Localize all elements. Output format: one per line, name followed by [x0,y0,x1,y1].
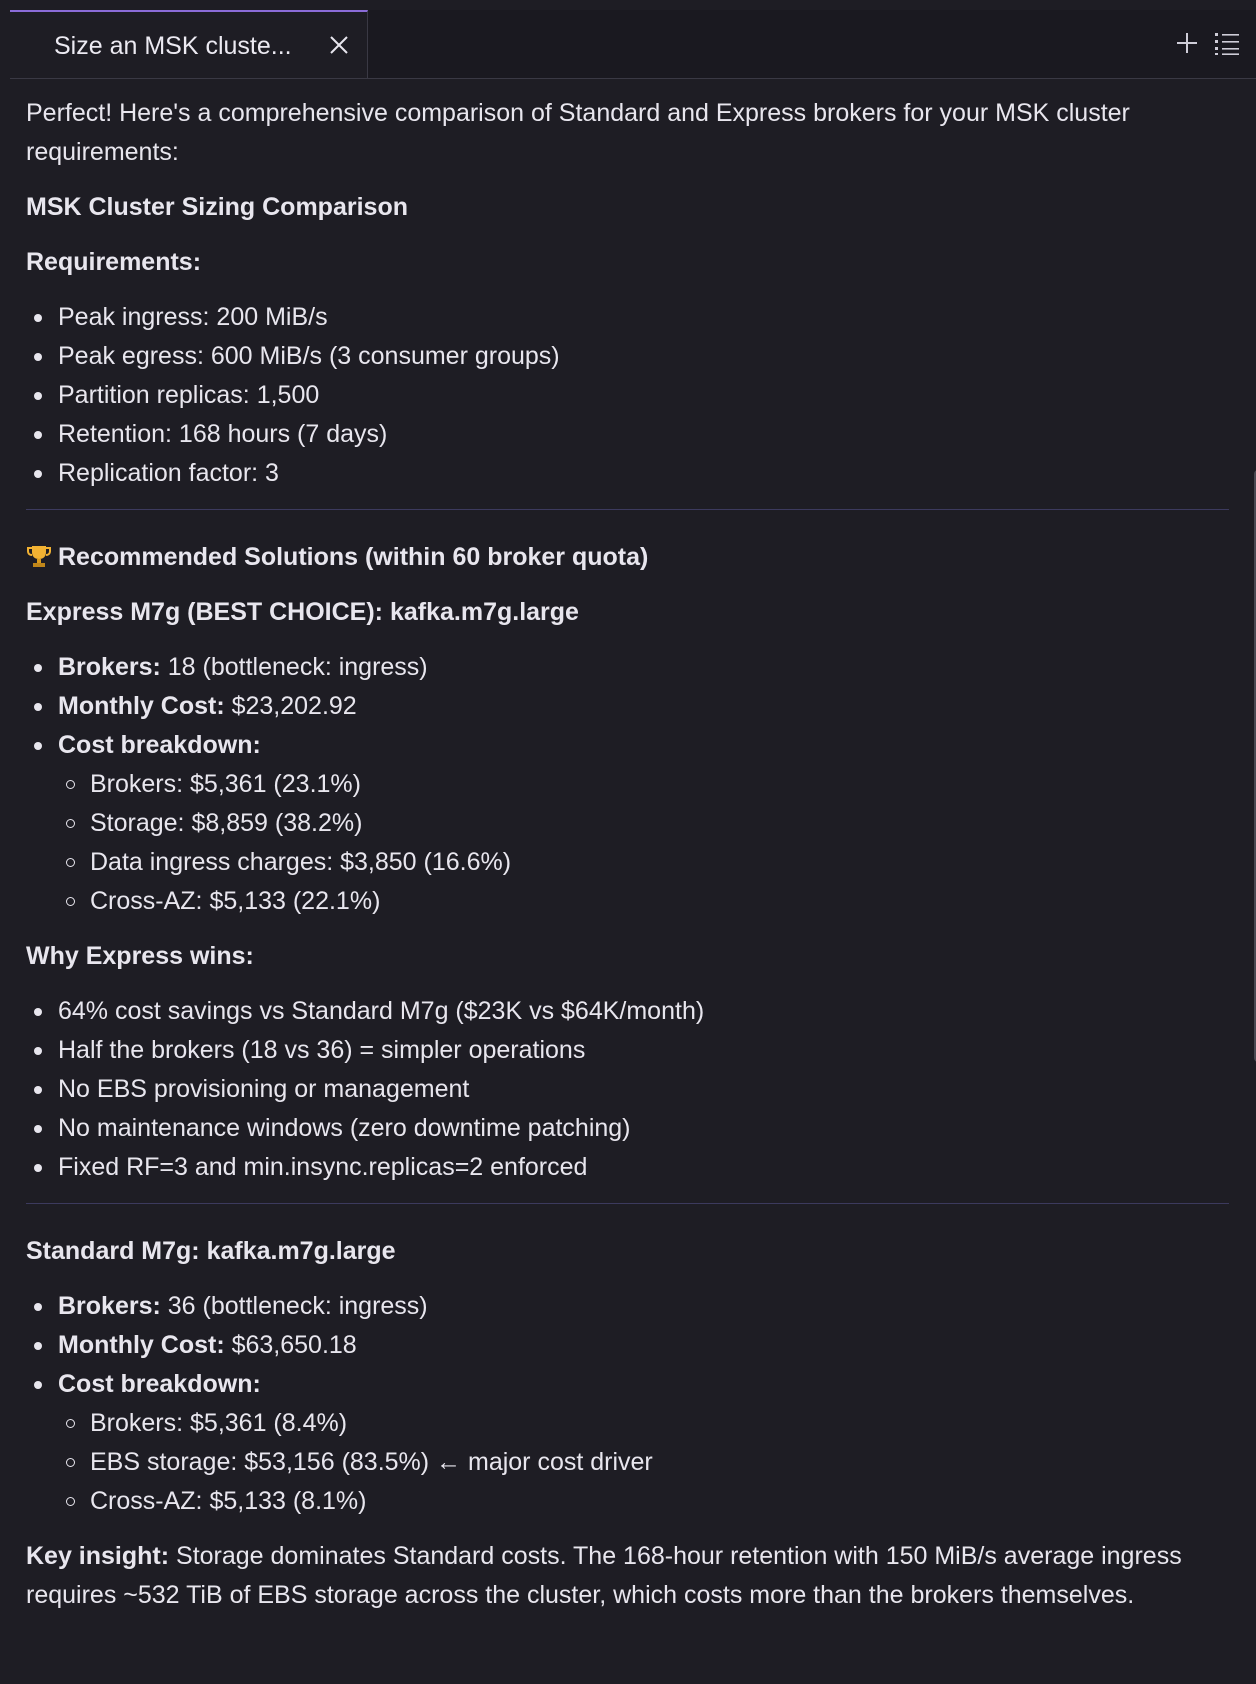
requirements-heading: Requirements: [26,248,202,276]
list-item: Storage: $8,859 (38.2%) [90,804,1220,843]
list-item: Fixed RF=3 and min.insync.replicas=2 enforced [58,1148,1220,1187]
divider [26,509,1229,510]
list-item: No maintenance windows (zero downtime patching) [58,1109,1220,1148]
list-item: Half the brokers (18 vs 36) = simpler operations [58,1031,1220,1070]
recommended-heading [26,538,1220,577]
list-item: Replication factor: 3 [58,454,1220,493]
brokers-label: Brokers: [58,653,161,681]
message-content [26,94,1220,1631]
plus-icon[interactable] [1174,30,1200,56]
standard-heading: Standard M7g: kafka.m7g.large [26,1237,396,1265]
list-item: Cross-AZ: $5,133 (8.1%) [90,1482,1220,1521]
tab-title: Size an MSK cluste... [54,32,292,60]
tab-bar [10,10,1256,79]
list-item: 64% cost savings vs Standard M7g ($23K vs $64K/month) [58,992,1220,1031]
tab-msk-sizing[interactable] [10,10,368,78]
insight-label: Key insight: [26,1542,170,1570]
list-item: Brokers: $5,361 (8.4%) [90,1404,1220,1443]
chat-window [10,10,1256,1684]
section-title: MSK Cluster Sizing Comparison [26,193,408,221]
intro-text: Perfect! Here's a comprehensive comparison of Standard and Express brokers for your MSK cluster requirements: [26,99,1130,166]
divider [26,1203,1229,1204]
list-icon[interactable] [1214,30,1240,56]
brokers-value: 36 (bottleneck: ingress) [160,1292,428,1320]
standard-details [26,1287,1220,1521]
list-item: Peak ingress: 200 MiB/s [58,298,1220,337]
list-item: Cross-AZ: $5,133 (22.1%) [90,882,1220,921]
list-item [58,1365,1220,1521]
list-item: Data ingress charges: $3,850 (16.6%) [90,843,1220,882]
express-breakdown-list [58,765,1220,921]
cost-label: Monthly Cost: [58,1331,225,1359]
close-icon[interactable] [328,34,350,56]
list-item [58,687,1220,726]
express-details [26,648,1220,921]
brokers-value: 18 (bottleneck: ingress) [160,653,428,681]
cost-value: $63,650.18 [224,1331,357,1359]
trophy-icon [26,543,52,569]
express-heading: Express M7g (BEST CHOICE): kafka.m7g.large [26,598,579,626]
cost-value: $23,202.92 [224,692,357,720]
brokers-label: Brokers: [58,1292,161,1320]
list-item: Peak egress: 600 MiB/s (3 consumer groups) [58,337,1220,376]
list-item [58,1326,1220,1365]
breakdown-label: Cost breakdown: [58,731,261,759]
list-item: Retention: 168 hours (7 days) [58,415,1220,454]
list-item: EBS storage: $53,156 (83.5%) ← major cost driver [90,1443,1220,1482]
key-insight [26,1537,1220,1615]
insight-text: Storage dominates Standard costs. The 168-hour retention with 150 MiB/s average ingress requires ~532 TiB of EBS storage across the cluster, which costs more than the brokers themselves. [26,1542,1182,1609]
standard-breakdown-list [58,1404,1220,1521]
list-item [58,1287,1220,1326]
why-heading: Why Express wins: [26,942,254,970]
breakdown-label: Cost breakdown: [58,1370,261,1398]
list-item: Partition replicas: 1,500 [58,376,1220,415]
cost-label: Monthly Cost: [58,692,225,720]
list-item: Brokers: $5,361 (23.1%) [90,765,1220,804]
list-item: No EBS provisioning or management [58,1070,1220,1109]
list-item [58,648,1220,687]
recommended-heading-text: Recommended Solutions (within 60 broker quota) [58,543,649,571]
list-item [58,726,1220,921]
requirements-list [26,298,1220,493]
why-list [26,992,1220,1187]
